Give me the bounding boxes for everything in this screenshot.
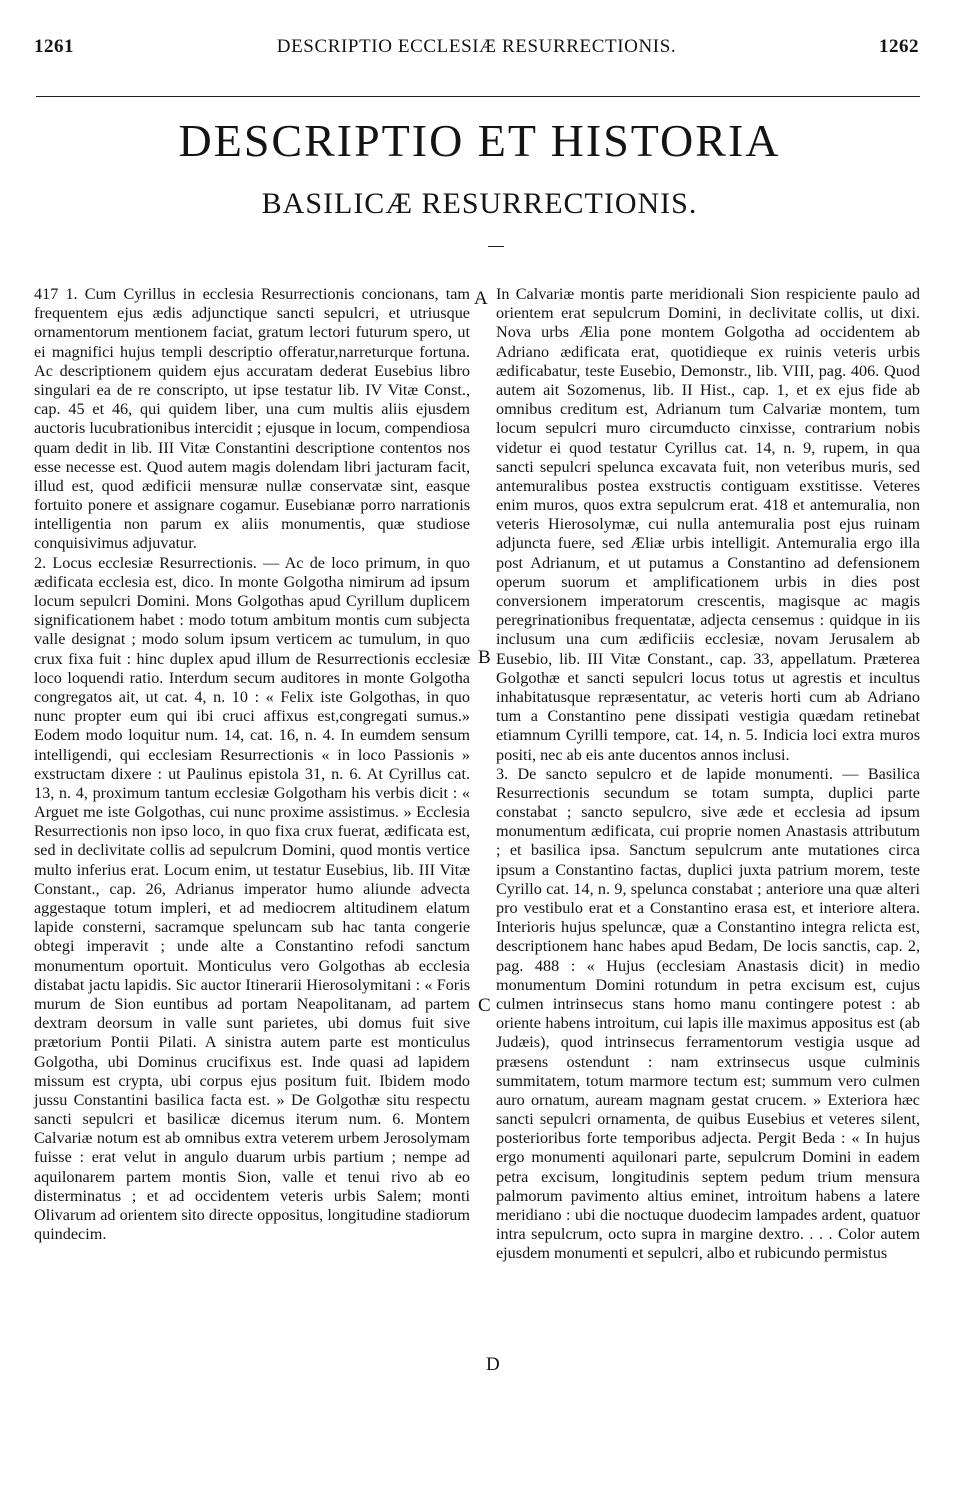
page-number-right: 1262 — [879, 36, 919, 57]
running-header — [34, 36, 919, 64]
margin-letter-b: B — [478, 647, 491, 668]
margin-letter-c: C — [478, 995, 491, 1016]
left-text-column: 417 1. Cum Cyrillus in ecclesia Resurrectionis concionans, tam frequentem ejus ædis adjunctique sancti sepulcri, et utriusque ornamentorum mentionem faciat, gratum lectori futurum spero, ut ei magnifici hujus templi descriptio offeratur,narreturque fortuna. Ac descriptionem quidem ejus accuratam dederat Eusebius libro singulari ea de re conscripto, ut ipse testatur lib. IV Vitæ Const., cap. 45 et 46, qui quidem liber, una cum multis aliis ejusdem auctoris lucubrationibus intercidit ; ejusque in locum, compendiosa quam dedit in lib. III Vitæ Constantini descriptione contentos nos esse necesse est. Quod autem magis dolendam libri jacturam facit, illud est, quod ædificii mensuræ nullæ conservatæ sint, easque fortuito ponere et assignare cogamur. Eusebianæ porro narrationis intelligentia non parum ex aliis monumentis, quæ studiose conquisivimus adjuvatur. 2. Locus ecclesiæ Resurrectionis. — Ac de loco primum, in quo ædificata ecclesia est, dico. In monte Golgotha nimirum ad ipsum locum sepulcri Domini. Mons Golgothas apud Cyrillum duplicem significationem habet : modo totum ambitum montis cum subjecta valle designat ; modo solum ipsum verticem ac tumulum, in quo crux fixa fuit : hinc duplex apud illum de Resurrectionis ecclesiæ loco loquendi ratio. Interdum secum auditores in monte Golgotha congregatos ait, ut cat. 4, n. 10 : « Felix iste Golgothas, in quo nunc propter eum qui ibi cruci affixus est,congregati sumus.» Eodem modo loquitur num. 14, cat. 16, n. 4. In eumdem sensum intelligendi, qui ecclesiam Resurrectionis « in loco Passionis » exstructam dixere : ut Paulinus epistola 31, n. 6. At Cyrillus cat. 13, n. 4, proximum tantum ecclesiæ Golgotham his verbis dicit : « Arguet me iste Golgothas, cui nunc proxime assistimus. » Ecclesia Resurrectionis non ipso loco, in quo fixa crux fuerat, ædificata est, sed in declivitate collis ad sepulcrum Domini, quod montis vertice multo inferius erat. Locum enim, ut testatur Eusebius, lib. III Vitæ Constant., cap. 26, Adrianus imperator humo aliunde advecta aggestaque totum impleri, et ad mediocrem altitudinem elatum lapide consterni, sacramque speluncam sub hac tanta congerie obtegi imperavit ; unde alte a Constantino refodi sanctum monumentum oportuit. Monticulus vero Golgothas ab ecclesia distabat jactu lapidis. Sic auctor Itinerarii Hierosolymitani : « Foris murum de Sion euntibus ad portam Neapolitanam, ad partem dextram deorsum in valle sunt parietes, ubi domus fuit sive prætorium Pontii Pilati. A sinistra autem parte est monticulus Golgotha, ubi Dominus crucifixus est. Inde quasi ad lapidem missum est crypta, ubi corpus ejus positum fuit. Ibidem modo jussu Constantini basilica facta est. » De Golgothæ situ respectu sancti sepulcri et basilicæ dicemus iterum num. 6. Montem Calvariæ notum est ab omnibus extra veterem urbem Jerosolymam fuisse : erat velut in angulo duarum urbis partium ; nempe ad aquilonarem partem montis Sion, valle et tenui rivo ab eo disterminatus ; et ad occidentem veteris urbis Salem; monti Olivarum ad orientem sito directe oppositus, longitudine stadiorum quindecim. — [34, 285, 470, 1244]
page-title: DESCRIPTIO ET HISTORIA — [178, 115, 781, 166]
title-dash — [488, 246, 504, 247]
page-number-left: 1261 — [34, 36, 74, 57]
page-subtitle: BASILICÆ RESURRECTIONIS. — [261, 187, 698, 220]
right-text-column: In Calvariæ montis parte meridionali Sion respiciente paulo ad orientem erat sepulcrum Domini, in declivitate collis, ut dixi. Nova urbs Ælia pone montem Golgotha ad occidentem ab Adriano ædificata erat, quotidieque ex ruinis veteris urbis ædificabatur, teste Eusebio, Demonstr., lib. VIII, pag. 406. Quod autem ait Sozomenus, lib. II Hist., cap. 1, et ex ejus fide ab omnibus creditum est, Adrianum tum Calvariæ montem, tum locum sepulcri muro circumducto cinxisse, contrarium nobis videtur ei quod testatur Cyrillus cat. 14, n. 9, rupem, in qua sancti sepulcri spelunca excavata fuit, non veteribus muris, sed antemuralibus postea exstructis contiguam exstitisse. Veteres enim muros, quos extra sepulcrum erat. 418 et antemuralia, non veteris Hierosolymæ, cui nulla antemuralia post ejus ruinam adjuncta fuere, sed Æliæ urbis intelligit. Antemuralia ergo illa post Adrianum, et ut putamus a Constantino ad defensionem operum suorum et amplificationem urbis in dies post conversionem imperatorum crescentis, magisque ac magis peregrinationibus frequentatæ, adjecta censemus : quidque in iis inclusum una cum ædificiis ecclesiæ, novam Jerusalem ab Eusebio, lib. III Vitæ Constant., cap. 33, appellatum. Præterea Golgothæ et sancti sepulcri locus totus ut agrestis et incultus inhabitatusque repræsentatur, ac veteris horti cum ab Adriano tum a Constantino pene dissipati vestigia quædam retinebat etiamnum Cyrilli tempore, cat. 14, n. 5. Indicia loci extra muros positi, nec ab eis ante ducentos annos inclusi. 3. De sancto sepulcro et de lapide monumenti. — Basilica Resurrectionis secundum se totam sumpta, duplici parte constabat ; sancto sepulcro, sive æde et ecclesia ad ipsum monumentum ædificata, cui proprie nomen Anastasis attributum ; et basilica ipsa. Sanctum sepulcrum ante mutationes circa ipsum a Constantino factas, duplici juxta patrium morem, teste Cyrillo cat. 14, n. 9, spelunca constabat ; anteriore una quæ alteri pro vestibulo erat et a Constantino erasa est, et interiore altera. Interioris hujus speluncæ, quæ a Constantino integra relicta est, descriptionem hanc habes apud Bedam, De locis sanctis, cap. 2, pag. 488 : « Hujus (ecclesiam Anastasis dicit) in medio monumentum Domini rotundum in petra excisum est, cujus culmen intrinsecus stans homo manu contingere potest : ab oriente habens introitum, cui lapis ille maximus appositus est (ab Judæis), quod intrinsecus ferramentorum vestigia usque ad præsens ostendunt : nam extrinsecus usque culminis summitatem, totum marmore tectum est; summum vero culmen auro ornatum, auream magnam gestat crucem. » Exteriora hæc sancti sepulcri ornamenta, de quibus Eusebius et veteres silent, posterioribus forte temporibus adjecta. Pergit Beda : « In hujus ergo monumenti aquilonari parte, sepulcrum Domini in eadem petra excisum, longitudinis septem pedum trium mensura palmorum pavimento altius eminet, introitum habens a latere meridiano : ubi die noctuque duodecim lampades ardent, quatuor intra sepulcrum, octo supra in margine dextro. . . . Color autem ejusdem monumenti et sepulcri, albo et rubicundo permistus — [496, 285, 920, 1263]
header-rule — [36, 96, 920, 97]
margin-letter-a: A — [474, 288, 488, 309]
running-title: DESCRIPTIO ECCLESIÆ RESURRECTIONIS. — [276, 36, 677, 57]
margin-letter-d: D — [486, 1354, 500, 1375]
